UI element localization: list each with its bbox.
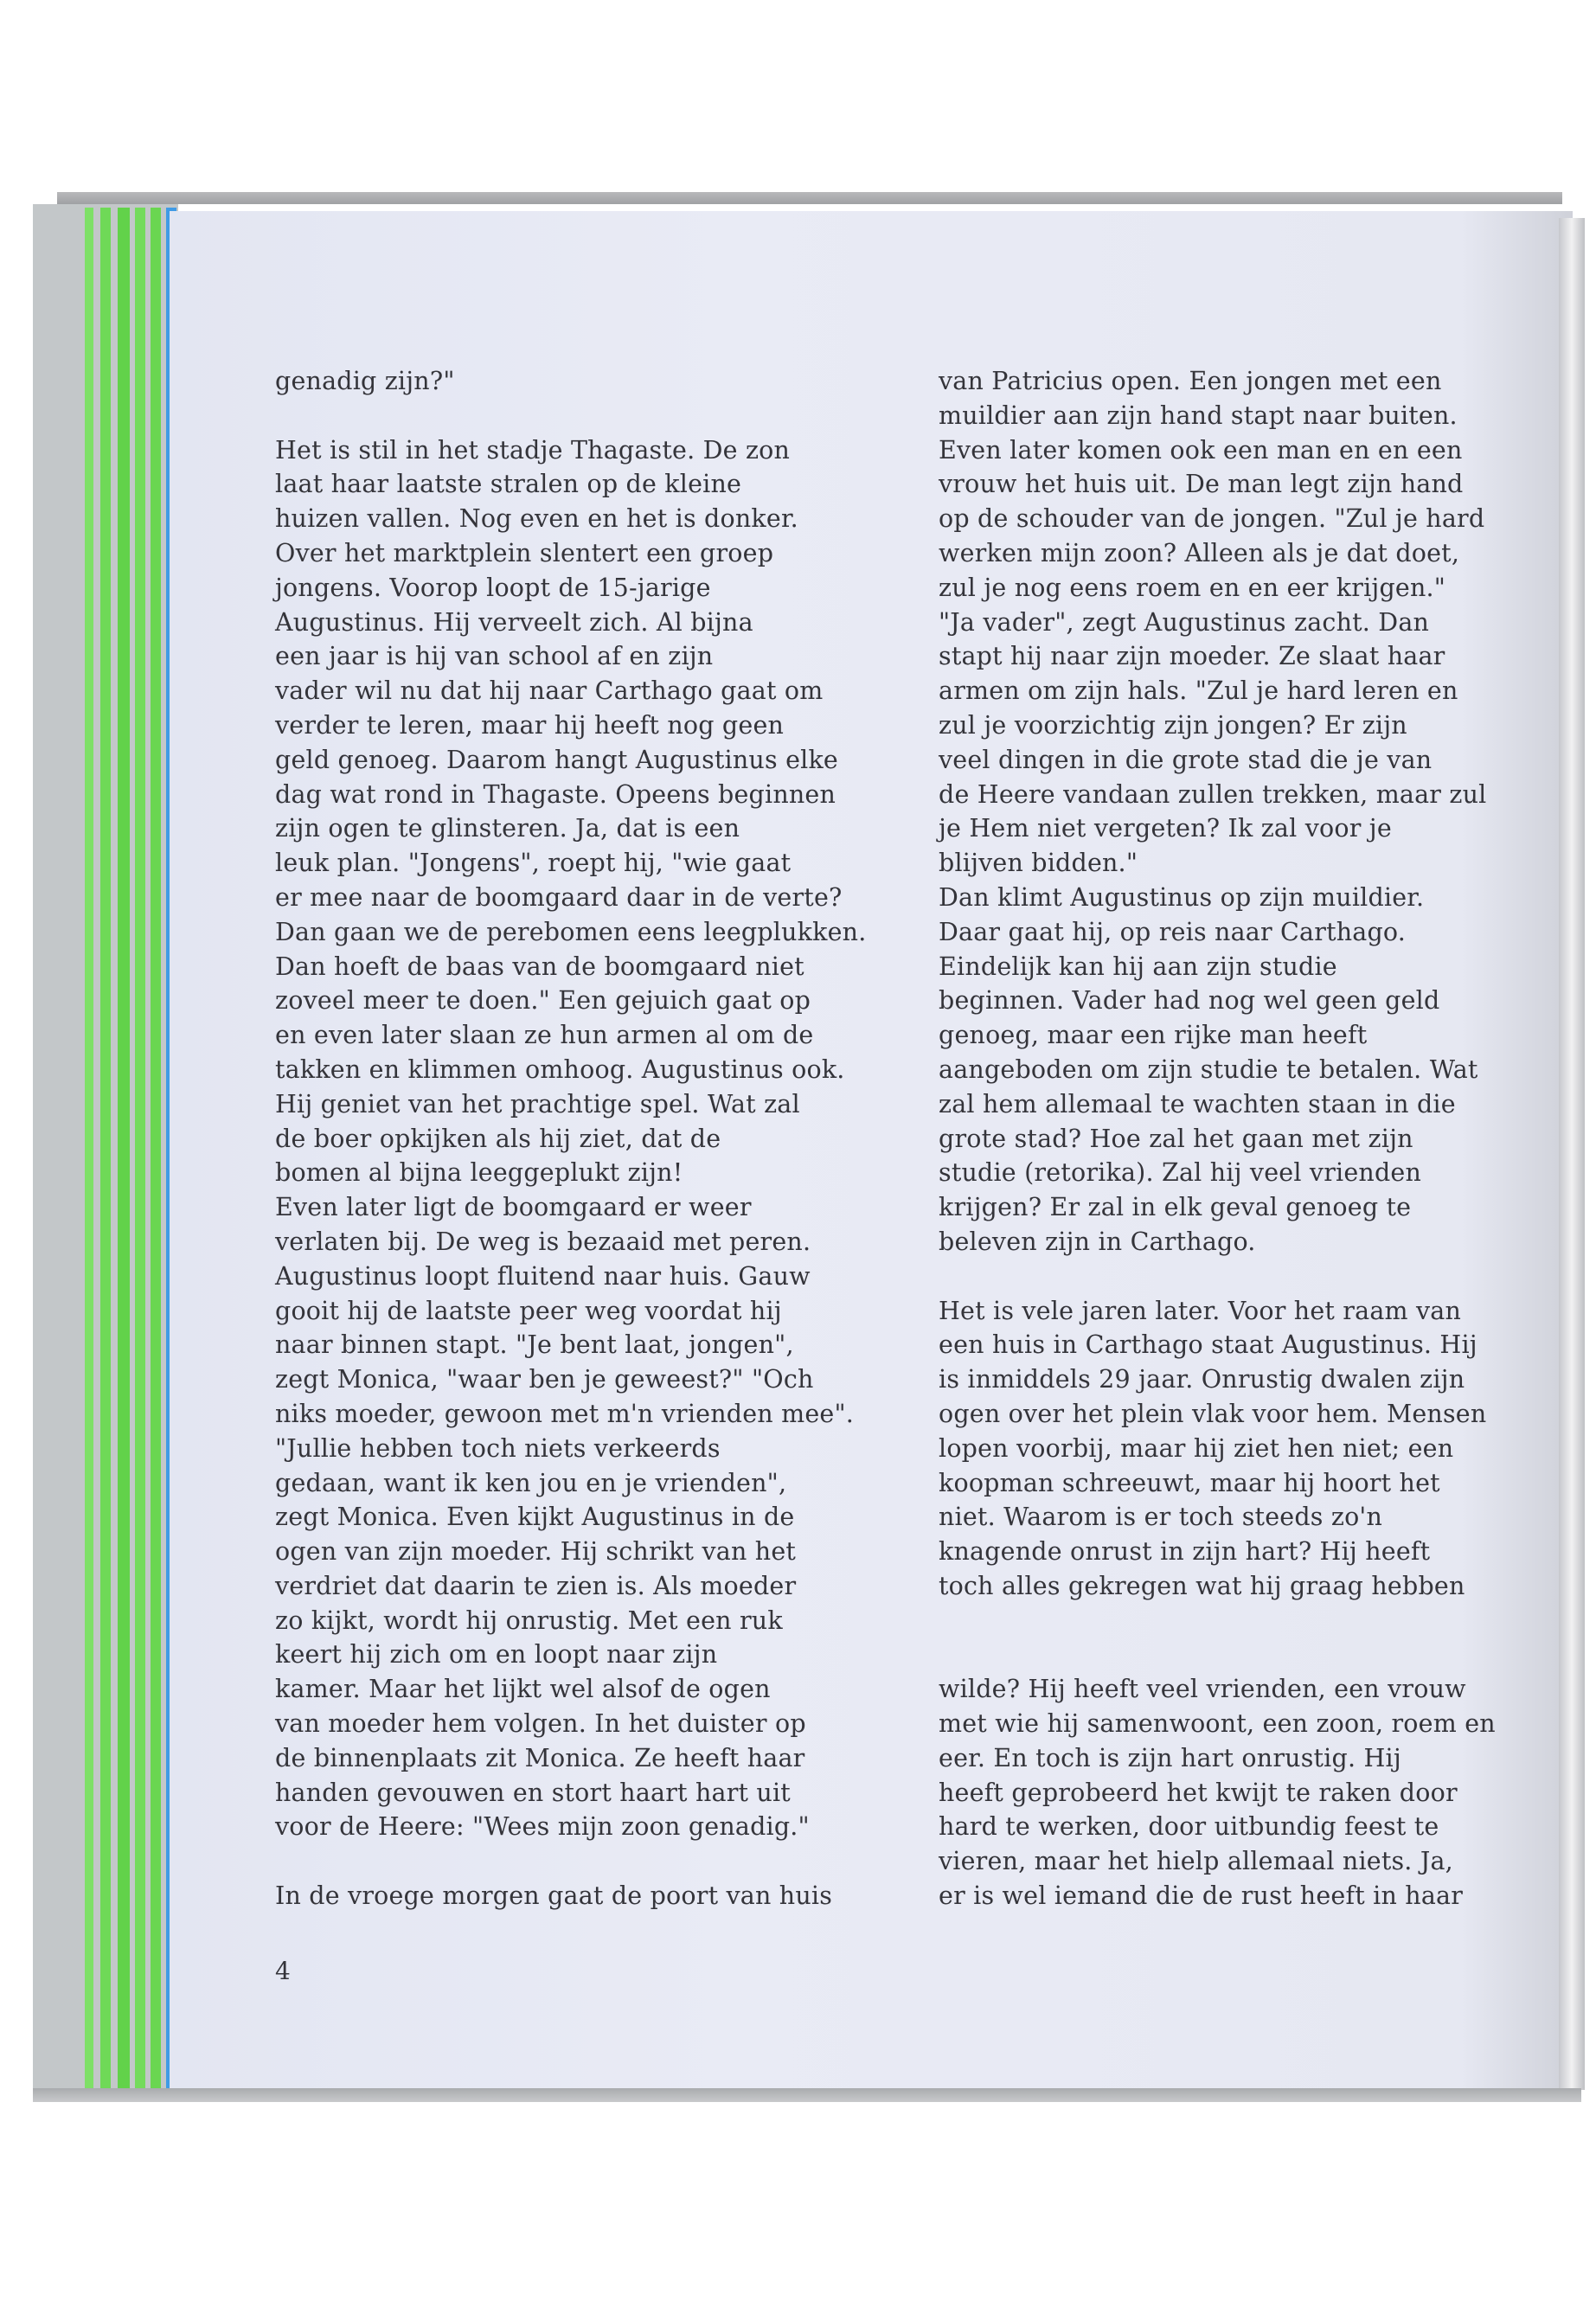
spine-stripe-green (151, 208, 161, 2088)
book-edge-bottom (33, 2088, 1581, 2102)
paragraph: wilde? Hij heeft veel vrienden, een vrouw met wie hij samenwoont, een zoon, roem en eer. En toch is zijn hart onrustig. Hij heeft geprobeerd het kwijt te raken door hard te werken, door uitbundig feest te vieren, maar het hielp allemaal niets. Ja, er is wel iemand die de rust heeft in haar (939, 1675, 1496, 1911)
paragraph: Het is stil in het stadje Thagaste. De zon laat haar laatste stralen op de kleine huizen vallen. Nog even en het is donker. Over het marktplein slentert een groep jongens. Voorop loopt de 15-jarige Augustinus. Hij verveelt zich. Al bijna een jaar is hij van school af en zijn vader wil nu dat hij naar Carthago gaat om verder te leren, maar hij heeft nog geen geld genoeg. Daarom hangt Augustinus elke dag wat rond in Thagaste. Opeens beginnen zijn ogen te glinsteren. Ja, dat is een leuk plan. "Jongens", roept hij, "wie gaat er mee naar de boomgaard daar in de verte? Dan gaan we de perebomen eens leegplukken. Dan hoeft de baas van de boomgaard niet zoveel meer te doen." Een gejuich gaat op en even later slaan ze hun armen al om de takken en klimmen omhoog. Augustinus ook. Hij geniet van het prachtige spel. Wat zal de boer opkijken als hij ziet, dat de bomen al bijna leeggeplukt zijn! Even later ligt de boomgaard er weer verlaten bij. De weg is bezaaid met peren. Augustinus loopt fluitend naar huis. Gauw gooit hij de laatste peer weg voordat hij naar binnen stapt. "Je bent laat, jongen", zegt Monica, "waar ben je geweest?" "Och niks moeder, gewoon met m'n vrienden mee". "Jullie hebben toch niets verkeerds gedaan, want ik ken jou en je vrienden", zegt Monica. Even kijkt Augustinus in de ogen van zijn moeder. Hij schrikt van het verdriet dat daarin te zien is. Als moeder zo kijkt, wordt hij onrustig. Met een ruk keert hij zich om en loopt naar zijn kamer. Maar het lijkt wel alsof de ogen van moeder hem volgen. In het duister op de binnenplaats zit Monica. Ze heeft haar handen gevouwen en stort haart hart uit voor de Heere: "Wees mijn zoon genadig." (275, 435, 867, 1842)
spine-stripe-green (85, 208, 93, 2088)
left-text-column (275, 364, 933, 1913)
spine-stripe-green (135, 208, 145, 2088)
right-text-column (939, 364, 1561, 1913)
paragraph: Het is vele jaren later. Voor het raam van een huis in Carthago staat Augustinus. Hij is inmiddels 29 jaar. Onrustig dwalen zijn ogen over het plein vlak voor hem. Mensen lopen voorbij, maar hij ziet hen niet; een koopman schreeuwt, maar hij hoort het niet. Waarom is er toch steeds zo'n knagende onrust in zijn hart? Hij heeft toch alles gekregen wat hij graag hebben (939, 1296, 1487, 1600)
spine-stripe-green (118, 208, 130, 2088)
paragraph: genadig zijn?" (275, 367, 455, 395)
paragraph: van Patricius open. Een jongen met een muildier aan zijn hand stapt naar buiten. Even later komen ook een man en en een vrouw het huis uit. De man legt zijn hand op de schouder van de jongen. "Zul je hard werken mijn zoon? Alleen als je dat doet, zul je nog eens roem en en eer krijgen." "Ja vader", zegt Augustinus zacht. Dan stapt hij naar zijn moeder. Ze slaat haar armen om zijn hals. "Zul je hard leren en zul je voorzichtig zijn jongen? Er zijn veel dingen in die grote stad die je van de Heere vandaan zullen trekken, maar zul je Hem niet vergeten? Ik zal voor je blijven bidden." Dan klimt Augustinus op zijn muildier. Daar gaat hij, op reis naar Carthago. Eindelijk kan hij aan zijn studie beginnen. Vader had nog wel geen geld genoeg, maar een rijke man heeft aangeboden om zijn studie te betalen. Wat zal hem allemaal te wachten staan in die grote stad? Hoe zal het gaan met zijn studie (retorika). Zal hij veel vrienden krijgen? Er zal in elk geval genoeg te beleven zijn in Carthago. (939, 367, 1487, 1256)
paragraph: In de vroege morgen gaat de poort van huis (275, 1881, 833, 1911)
page-number: 4 (275, 1957, 291, 1985)
spine-stripe-green (100, 208, 111, 2088)
page-edge-right (1559, 218, 1585, 2090)
book-edge-top (57, 192, 1562, 204)
